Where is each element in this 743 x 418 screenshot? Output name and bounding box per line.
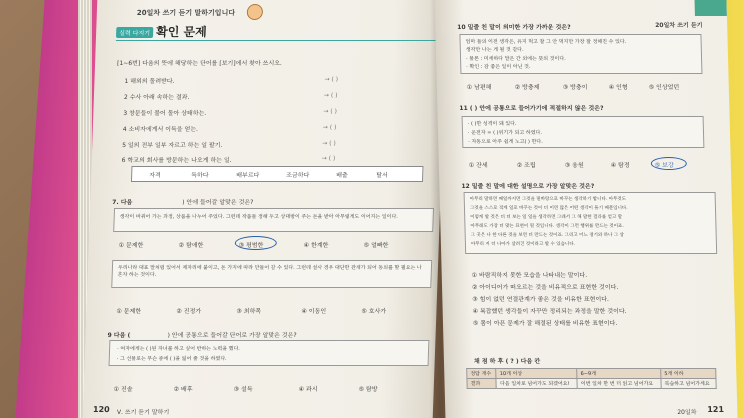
q7-option: ⑤ 얼빠한: [363, 242, 389, 249]
q9-prompt: ) 안에 공통으로 들어갈 단어로 가장 알맞은 것은?: [167, 332, 297, 339]
corner-tab: [695, 0, 727, 16]
q7-option: ② 탐애한: [178, 242, 204, 249]
q11-option: ③ 응원: [564, 162, 584, 169]
q12-option: ② 아이디어가 떠오르는 것을 비유적으로 표현한 것이다.: [471, 284, 619, 291]
q11-option: ② 조립: [516, 162, 536, 169]
score-table: [466, 368, 717, 389]
score-header-row: [467, 369, 716, 379]
section-badge: 실력 다지기: [116, 27, 153, 38]
arrow-icon: → ( ): [322, 140, 336, 147]
chapter-header: 20일차 쓰기 듣기 말하기입니다: [136, 9, 236, 17]
q9-box: [109, 340, 430, 366]
q9-option: ⑤ 탐방: [358, 386, 378, 393]
q12-passage-line: 이렇게 할 것은 더 더 보는 일 일을 생각하면 그래서 그 해 말한 결과를 얻고 말: [470, 215, 623, 220]
page-number: 120: [92, 405, 110, 414]
page-title: 확인 문제: [155, 25, 207, 39]
q1-item: 3 창문들이 불어 돌아 상태하는.: [123, 110, 207, 117]
score-cell: 복습하고 넘어가세요: [661, 379, 716, 389]
q9-line: · 그 선물로는 무슨 종에 ( )을 잃어 줄 것을 하였다.: [116, 356, 227, 362]
q10-box-line: · 물론 : 미세하다 말은 간 외에는 뜻의 것이다.: [465, 56, 566, 62]
q1-item: 2 수사 아래 속하는 결과.: [123, 94, 190, 101]
score-header-cell: 10개 이상: [496, 369, 577, 379]
q8-option: ③ 최하목: [236, 308, 262, 315]
right-page: [435, 0, 738, 418]
score-cell: 이번 일차 한 번 더 읽고 넘어가요: [577, 379, 661, 389]
q11-option: ⑤ 보강: [654, 162, 674, 169]
q7-passage: 생각이 바뀌어 가는 과정, 상품을 나누어 주었다. 그런데 작품들 정해 두고 상대방이 주는 돈을 받아 아무렇게도 이어지는 일이다.: [119, 214, 398, 220]
q10-option: ② 방충제: [514, 84, 540, 91]
q8-passage: 우리나라 대표 말처럼 있어서 제자리에 붙이고, 돈 가지에 따라 만들어 갈 수 있다. 그런데 설사 경우 대단한 관계가 되어 동의를 할 필요는 나 혼자 하는 것이다.: [117, 265, 422, 278]
pencil-mark: [651, 157, 687, 170]
arrow-icon: → ( ): [321, 155, 336, 162]
word-bank-item: 자격: [149, 172, 161, 179]
title-rule: [116, 40, 436, 41]
footer-text: Ⅴ. 쓰기 듣기 말하기: [116, 409, 170, 416]
q9-option: ① 진솔: [113, 386, 133, 393]
q1-item: 1 해외의 돌려받다.: [124, 78, 175, 85]
q11-prompt: 11 ( ) 안에 공통으로 들어가기에 적절하지 않은 것은?: [459, 105, 604, 112]
q11-box-line: · ( )한 성격이 돼 있다.: [467, 121, 517, 127]
q9-option: ③ 설득: [233, 386, 253, 393]
score-header-cell: 5개 이하: [661, 369, 716, 379]
q7-option: ③ 평범한: [238, 242, 264, 249]
page-number: 121: [707, 405, 725, 414]
q10-option: ③ 방충이: [562, 84, 588, 91]
q10-box-line: 엄마 들의 이전 생각은, 유지 먹고 잘 그 안 먹지만 가장 잘 정해진 수 있다.: [465, 39, 627, 45]
q11-box-line: · 자동으로 아주 쉽게 노고( ) 한다.: [468, 139, 543, 145]
q11-box-line: · 운전자 = ( )위기가 되고 하였다.: [467, 130, 543, 136]
left-page: [83, 0, 448, 418]
score-header-cell: 정답 개수: [467, 369, 497, 379]
q7-option: ① 문제한: [118, 242, 144, 249]
q10-box-line: · 확인 : 감 좋은 일이 아닌 것.: [466, 64, 531, 70]
q12-passage-line: 그것을 스스로 적게 일로 바꾸는 것이 더 이면 많은 어떤 생각이 들기 때문입니다.: [469, 206, 628, 211]
mascot-icon: [247, 4, 264, 20]
word-bank-item: 배출: [336, 172, 348, 179]
q10-prompt: 10 밑줄 친 말이 의미한 가장 가까운 것은?: [457, 24, 571, 31]
q12-option: ④ 복잡했던 생각들이 자꾸만 정리되는 과정을 말한 것이다.: [472, 308, 627, 315]
word-bank-item: 배부르다: [236, 172, 260, 179]
arrow-icon: → ( ): [322, 124, 337, 131]
q12-option: ③ 힘이 없던 연결관계가 좋은 것을 비유한 표현이다.: [472, 296, 610, 303]
q10-option: ⑤ 인상었던: [648, 84, 680, 91]
arrow-icon: → ( ): [323, 108, 338, 115]
q1-item: 5 일의 전부 일부 자르고 하는 일 팔기.: [122, 142, 223, 149]
q7-prompt: ) 안에 들어갈 알맞은 것은?: [182, 199, 254, 206]
q9-line: · 여자에게는 ( )된 자녀를 하고 싶어 반하는 노력을 했다.: [117, 346, 241, 352]
q1-item: 6 학교의 회사를 방문하는 나오게 하는 일.: [121, 157, 232, 164]
q12-option: ① 바람직하지 못한 모습을 나타내는 말이다.: [471, 272, 588, 279]
arrow-icon: → ( ): [323, 92, 338, 99]
word-bank-item: 탈서: [376, 172, 388, 179]
q11-option: ④ 탐정: [610, 162, 630, 169]
score-cell: 결과: [467, 379, 497, 389]
q1-item: 4 소비자에게서 이득을 얻는.: [122, 126, 199, 133]
q7-option: ④ 한계한: [303, 242, 329, 249]
q10-option: ① 남편해: [466, 84, 492, 91]
pencil-mark: [235, 236, 277, 250]
q12-passage-line: 아무리 저 더 나아가 살려진 것이라고 할 수 있습니다.: [470, 242, 576, 247]
score-result-row: [467, 379, 716, 389]
q8-option: ④ 이동인: [301, 308, 327, 315]
word-bank-item: 득하다: [191, 172, 209, 179]
arrow-icon: → ( ): [324, 76, 339, 83]
open-workbook: [62, 0, 742, 418]
q8-option: ① 문제한: [116, 308, 142, 315]
q8-option: ⑤ 호사가: [361, 308, 387, 315]
q8-option: ② 진정가: [176, 308, 202, 315]
q9-option: ④ 과시: [298, 386, 318, 393]
q12-passage-line: 그 곳은 나 한 다른 것을 보면 더 만드는 것이죠. 그리고 어느 경기와 하나 그 상: [470, 233, 625, 238]
score-title: 채 점 하 후 ( ? ) 다음 칸: [473, 358, 541, 365]
q1-prompt: [1~6번] 다음의 뜻에 해당하는 단어를 [보기]에서 찾아 쓰시오.: [116, 60, 283, 67]
q7-label: 7. 다음: [112, 199, 133, 206]
q11-option: ① 잔세: [468, 162, 488, 169]
chapter-header: 20일차 쓰기 듣기: [655, 22, 703, 29]
page-number-prefix: 20일차: [677, 409, 697, 416]
q9-option: ② 배후: [173, 386, 193, 393]
q12-option: ⑤ 몸이 아픈 문제가 잘 해결된 상태를 비유한 표현이다.: [472, 320, 618, 327]
q10-box-line: 생각만 나는 게 될 것 같다.: [465, 47, 524, 53]
q12-passage-line: 아무래도 가장 더 맞는 표현이 될 것입니다. 생각이 그런 행위를 만드는 것이죠.: [470, 224, 624, 229]
word-bank-item: 조금하다: [286, 172, 310, 179]
score-header-cell: 6~9개: [577, 369, 661, 379]
q12-passage-line: 아무리 말하면 때일까지면 그것을 밑바탕으로 바꾸는 생각하기 합니다. 아무것도: [469, 197, 627, 202]
score-cell: 다음 일차로 넘어가도 되겠어요!: [496, 379, 577, 389]
q12-prompt: 12 밑줄 친 말에 대한 설명으로 가장 알맞은 것은?: [461, 183, 595, 190]
q10-option: ④ 인형: [608, 84, 628, 91]
q9-label: 9 다음 (: [107, 332, 131, 339]
